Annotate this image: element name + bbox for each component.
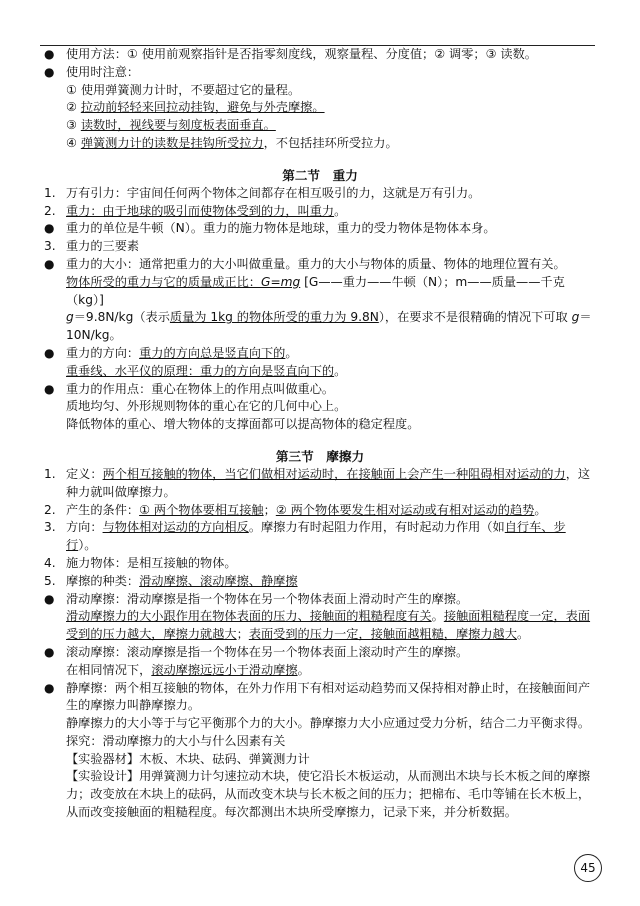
item-text: ＝9.8N/kg（表示 (73, 310, 170, 325)
item-text: 质地均匀、外形规则物体的重心在它的几何中心上。 (66, 399, 347, 414)
number-marker: 1. (44, 466, 56, 481)
circled-number: ① (66, 82, 77, 97)
list-item (44, 185, 596, 203)
circled-number: ② (66, 100, 77, 115)
bullet-marker: ● (44, 221, 55, 236)
item-text: 质量为 1kg 的物体所受的重力为 9.8N (169, 310, 379, 325)
note-text: 使用弹簧测力计时，不要超过它的量程。 (80, 82, 301, 97)
bullet-marker: ● (44, 680, 55, 695)
circled-number: ④ (66, 135, 77, 150)
bullet-marker: ● (44, 256, 55, 271)
item-text: 滑动摩擦、滚动摩擦、静摩擦 (139, 573, 298, 588)
item-text: 探究：滑动摩擦力的大小与什么因素有关 (66, 733, 286, 748)
item-text: 重力的大小：通常把重力的大小叫做重量。重力的大小与物体的质量、物体的地理位置有关。 (66, 256, 566, 271)
bullet-marker: ● (44, 381, 55, 396)
note-text: 读数时，视线要与刻度板表面垂直。 (80, 118, 276, 133)
bullet-marker: ● (44, 345, 55, 360)
list-item (44, 573, 596, 591)
note-text: 弹簧测力计的读数是挂钩所受拉力 (80, 135, 264, 150)
item-text: 产生的条件： (66, 502, 140, 517)
item-text: 。 (285, 345, 298, 360)
item-text: 滑动摩擦力的大小跟作用在物体表面的压力、接触面的粗糙程度有关 (66, 609, 432, 624)
bullet-marker: ● (44, 591, 55, 606)
symbol: g (571, 310, 580, 325)
item-text: 重力的作用点：重心在物体上的作用点叫做重心。 (66, 381, 335, 396)
item-text: 表面受到的压力一定，接触面越粗糙，摩擦力越大 (248, 627, 517, 642)
item-text: ； (236, 627, 249, 642)
item-text: 重垂线、水平仪的原理：重力的方向是竖直向下的 (66, 363, 335, 378)
list-item (44, 64, 596, 82)
item-text: 两个相互接触的物体，当它们做相对运动时，在接触面上会产生一种阻碍相对运动的力 (102, 466, 566, 481)
item-text: 在相同情况下， (66, 662, 152, 677)
list-item (44, 644, 596, 680)
item-text: 。 (334, 203, 347, 218)
item-text: ，这种力就叫做摩擦力。 (66, 466, 591, 499)
item-text: 物体所受的重力与它的质量成正比： (66, 274, 261, 289)
item-text: 滑动摩擦：滑动摩擦是指一个物体在另一个物体表面上滑动时产生的摩擦。 (66, 591, 469, 606)
list-item (44, 381, 596, 434)
item-text: 接触面粗糙程度一定，表面受到的压力越大，摩擦力就越大 (66, 609, 591, 642)
list-item (44, 220, 596, 238)
list-item (44, 555, 596, 573)
item-text: ）。 (78, 538, 97, 553)
number-marker: 3. (44, 239, 56, 254)
item-text: 摩擦的种类： (66, 573, 140, 588)
sub-item (44, 117, 596, 135)
item-text: 。 (297, 662, 310, 677)
item-text: 滚动摩擦远远小于滑动摩擦 (151, 662, 298, 677)
list-item (44, 680, 596, 822)
bullet-marker: ● (44, 64, 55, 79)
formula: G=mg (261, 274, 301, 289)
list-item (44, 345, 596, 381)
bullet-marker: ● (44, 47, 55, 61)
number-marker: 5. (44, 573, 56, 588)
item-text: ＝10N/kg。 (66, 310, 592, 343)
item-text: 重力：由于地球的吸引而使物体受到的力，叫重力 (66, 203, 335, 218)
item-text: 静摩擦：两个相互接触的物体，在外力作用下有相对运动趋势而又保持相对静止时，在接触面间产生的摩擦力叫静摩擦力。 (66, 680, 591, 713)
list-item (44, 46, 596, 64)
item-text: [G——重力——牛顿（N）；m——质量——千克（kg）] (66, 274, 565, 307)
item-text: 静摩擦力的大小等于与它平衡那个力的大小。静摩擦力大小应通过受力分析，结合二力平衡求得。 (66, 716, 591, 731)
sub-item (44, 82, 596, 100)
item-text: 定义： (66, 466, 103, 481)
item-text: 重力的单位是牛顿（N）。重力的施力物体是地球，重力的受力物体是物体本身。 (66, 221, 496, 236)
note-text: ，不包括挂环所受拉力。 (263, 135, 398, 150)
item-text: 方向： (66, 520, 103, 535)
item-text: 重力的方向总是竖直向下的 (139, 345, 286, 360)
item-text: 万有引力：宇宙间任何两个物体之间都存在相互吸引的力，这就是万有引力。 (66, 185, 481, 200)
number-marker: 2. (44, 203, 56, 218)
item-text: 。 (431, 609, 444, 624)
usage-notes-title: 使用时注意： (66, 64, 140, 79)
list-item (44, 519, 596, 555)
item-text: 。摩擦力有时起阻力作用，有时起动力作用（如 (248, 520, 505, 535)
page-content (44, 46, 596, 822)
item-text: 自行车、步行 (66, 520, 566, 553)
section-title: 第三节 摩擦力 (275, 448, 365, 464)
item-text: 【实验设计】用弹簧测力计匀速拉动木块，使它沿长木板运动，从而测出木块与长木板之间的摩擦力；改变放在木块上的砝码，从而改变木块与长木板之间的压力；把棉布、毛巾等铺在长木板上，从而改变接触面的粗糙程度。每次都测出木块所受摩擦力，记录下来，并分析数据。 (66, 769, 591, 820)
bullet-marker: ● (44, 644, 55, 659)
item-text: 重力的三要素 (66, 239, 140, 254)
number-marker: 1. (44, 185, 56, 200)
symbol: g (66, 310, 74, 325)
list-item (44, 466, 596, 502)
item-text: 重力的方向： (66, 345, 140, 360)
list-item (44, 502, 596, 520)
note-text: 拉动前轻轻来回拉动挂钩，避免与外壳摩擦。 (80, 100, 325, 115)
list-item (44, 238, 596, 256)
item-text: 施力物体：是相互接触的物体。 (66, 555, 237, 570)
number-marker: 4. (44, 555, 56, 570)
usage-method: 使用方法：① 使用前观察指针是否指零刻度线，观察量程、分度值；② 调零；③ 读数。 (66, 47, 537, 61)
item-text: 。 (516, 627, 530, 642)
item-text: ② 两个物体要发生相对运动或有相对运动的趋势 (275, 502, 535, 517)
list-item (44, 203, 596, 221)
number-marker: 3. (44, 520, 56, 535)
item-text: 。 (334, 363, 347, 378)
sub-item (44, 99, 596, 117)
sub-item (44, 135, 596, 153)
item-text: ； (263, 502, 276, 517)
item-text: ① 两个物体要相互接触 (139, 502, 264, 517)
section-title: 第二节 重力 (282, 167, 358, 183)
item-text: 滚动摩擦：滚动摩擦是指一个物体在另一个物体表面上滚动时产生的摩擦。 (66, 644, 469, 659)
item-text: 降低物体的重心、增大物体的支撑面都可以提高物体的稳定程度。 (66, 417, 420, 432)
page-number: 45 (574, 854, 602, 882)
number-marker: 2. (44, 502, 56, 517)
item-text: 。 (534, 502, 547, 517)
list-item (44, 256, 596, 345)
list-item (44, 591, 596, 644)
item-text: 与物体相对运动的方向相反 (102, 520, 249, 535)
circled-number: ③ (66, 118, 77, 133)
item-text: ），在要求不是很精确的情况下可取 (378, 310, 572, 325)
item-text: 【实验器材】木板、木块、砝码、弹簧测力计 (66, 751, 310, 766)
